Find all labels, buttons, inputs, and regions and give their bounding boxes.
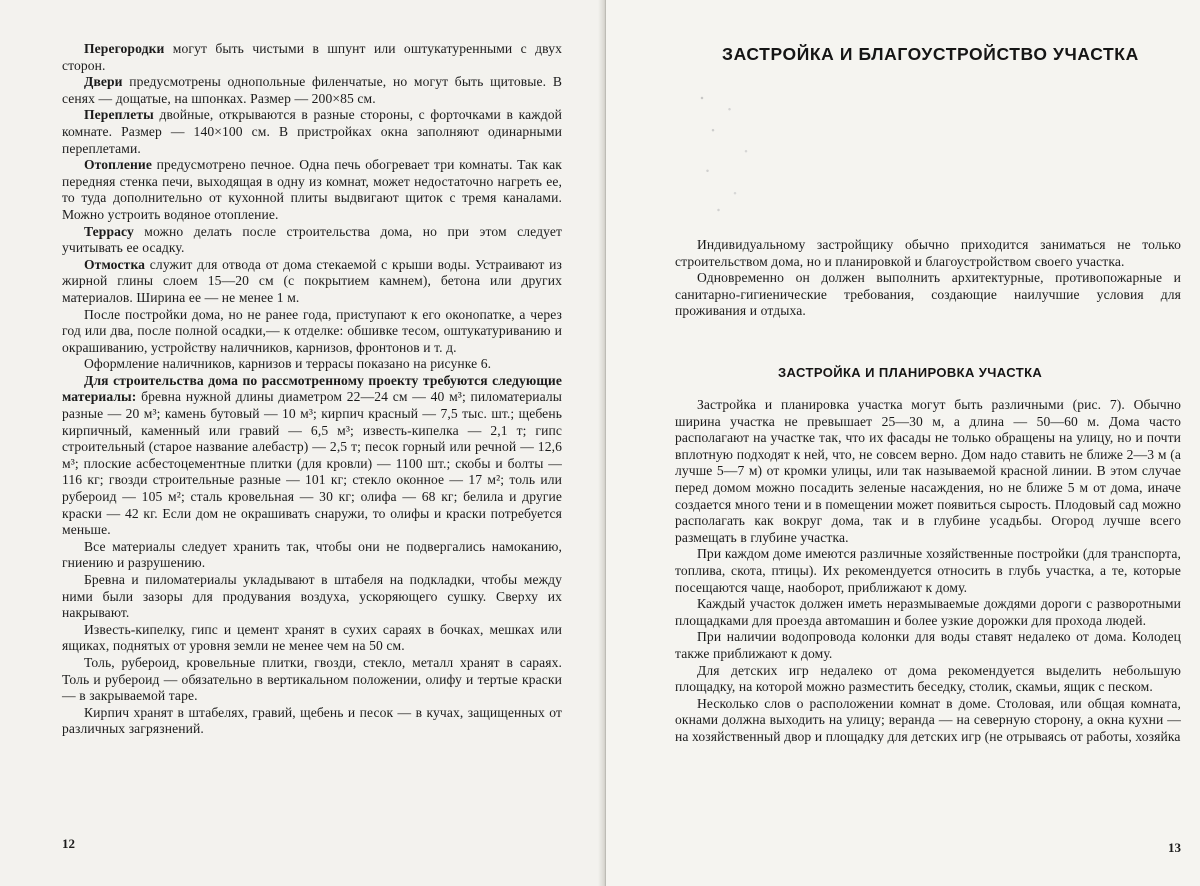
paragraph: Несколько слов о расположении комнат в доме. Столовая, или общая комната, окнами должна выходить на улицу; веранда — на северную сторону, а окна кухни — на хозяйственный двор и площадку для детских игр (не отрываясь от работы, хозяйка	[675, 695, 1181, 744]
paragraph: Индивидуальному застройщику обычно приходится заниматься не только строительством дома, но и планировкой и благоустройством своего участка.	[675, 237, 1181, 269]
paragraph-text: После постройки дома, но не ранее года, приступают к его оконопатке, а через год или два, после полной осадки,— к отделке: обшивке тесом, оштукатуриванию и окрашиванию, устройству наличников, карнизов, фронтонов и т. д.	[62, 306, 562, 355]
page-number-left: 12	[62, 836, 75, 851]
paragraph	[62, 572, 562, 622]
paragraph-text: можно делать после строительства дома, но при этом следует учитывать ее осадку.	[62, 223, 562, 256]
paragraph-text: служит для отвода от дома стекаемой с крыши воды. Устраивают из жирной глины слоем 15—20 см (с покрытием камнем), бетона или других материалов. Ширина ее — не менее 1 м.	[62, 256, 562, 305]
paragraph-text: Оформление наличников, карнизов и террасы показано на рисунке 6.	[84, 356, 492, 372]
paragraph-lead: Террасу	[84, 223, 134, 239]
paragraph-lead: Переплеты	[84, 107, 154, 123]
paragraph-lead: Отопление	[84, 157, 152, 173]
paragraph	[62, 705, 562, 738]
paragraph	[62, 41, 562, 74]
paragraph	[62, 157, 562, 223]
paragraph-text: Известь-кипелку, гипс и цемент хранят в сухих сараях в бочках, мешках или ящиках, поднятых от уровня земли не менее чем на 50 см.	[62, 621, 562, 654]
section-title: ЗАСТРОЙКА И ПЛАНИРОВКА УЧАСТКА	[778, 365, 1043, 380]
right-page-section-text	[675, 397, 1181, 745]
paragraph: Одновременно он должен выполнить архитектурные, противопожарные и санитарно-гигиенические требования, создающие наилучшие условия для проживания и отдыха.	[675, 270, 1181, 319]
paragraph-lead: Двери	[84, 74, 123, 90]
paragraph-text: могут быть чистыми в шпунт или оштукатуренными с двух сторон.	[62, 41, 562, 73]
paragraph-lead: Для строительства дома по рассмотренному проекту требуются следующие материалы:	[62, 372, 562, 405]
chapter-title: ЗАСТРОЙКА И БЛАГОУСТРОЙСТВО УЧАСТКА	[722, 44, 1139, 64]
paragraph: При наличии водопровода колонки для воды ставят недалеко от дома. Колодец также приближают к дому.	[675, 629, 1181, 661]
paragraph: Для детских игр недалеко от дома рекомендуется выделить небольшую площадку, на которой можно разместить беседку, столик, скамьи, ящик с песком.	[675, 662, 1181, 695]
paragraph	[62, 655, 562, 705]
paragraph	[62, 107, 562, 157]
paragraph-text: Толь, рубероид, кровельные плитки, гвозди, стекло, металл хранят в сараях. Толь и рубероид — обязательно в вертикальном положении, олифу и тертые краски — в закрываемой таре.	[62, 654, 562, 704]
left-page-text	[62, 41, 562, 738]
paragraph-lead: Отмостка	[84, 256, 146, 272]
paragraph-text: Кирпич хранят в штабелях, гравий, щебень и песок — в кучах, защищенных от различных загрязнений.	[62, 704, 562, 737]
print-specks	[680, 84, 790, 224]
paragraph	[62, 373, 562, 539]
paragraph-lead: Перегородки	[84, 41, 165, 56]
paragraph	[62, 539, 562, 572]
paragraph-text: Бревна и пиломатериалы укладывают в штабеля на подкладки, чтобы между ними были зазоры для продувания воздуха, ускоряющего сушку. Сверху их накрывают.	[62, 572, 562, 621]
right-page-intro	[675, 237, 1181, 320]
paragraph: При каждом доме имеются различные хозяйственные постройки (для транспорта, топлива, скота, птицы). Их рекомендуется относить в глубь участка, а те, которые посещаются чаще, наоборот, приближают к дому.	[675, 546, 1181, 595]
paragraph	[62, 356, 562, 373]
page-number-right: 13	[1168, 840, 1181, 855]
paragraph	[62, 307, 562, 357]
paragraph	[62, 257, 562, 307]
paragraph-text: двойные, открываются в разные стороны, с форточками в каждой комнате. Размер — 140×100 см. В пристройках окна заполняют одинарными переплетами.	[62, 107, 562, 156]
paragraph-text: Все материалы следует хранить так, чтобы они не подвергались намоканию, гниению и разрушению.	[62, 538, 562, 571]
paragraph	[62, 224, 562, 257]
paragraph: Каждый участок должен иметь неразмываемые дождями дороги с разворотными площадками для проезда автомашин и более узкие дорожки для прохода людей.	[675, 596, 1181, 628]
paragraph-text: предусмотрены однопольные филенчатые, но могут быть щитовые. В сенях — дощатые, на шпонках. Размер — 200×85 см.	[62, 74, 562, 106]
paragraph	[62, 74, 562, 107]
paragraph: Застройка и планировка участка могут быть различными (рис. 7). Обычно ширина участка не превышает 25—30 м, а длина — 50—60 м. Дома часто располагают на участке так, что их фасады не только обращены на улицу, но и почти вплотную подходят к ней, что, не совсем верно. Дом надо ставить не ближе 2—3 м (а лучше 5—7 м) от кромки улицы, или так называемой красной линии. В этом случае перед домом можно посадить зеленые насаждения, но не ближе 5 м от дома, иначе создается много тени и в помещении может появиться сырость. Плодовый сад можно располагать как вокруг дома, так и в глубине усадьбы. Огород лучше всего размещать в глубине участка.	[675, 397, 1181, 545]
paragraph-text: предусмотрено печное. Одна печь обогревает три комнаты. Так как передняя стенка печи, выходящая в одну из комнат, может недостаточно нагреть ее, то туда дополнительно от кухонной плиты выдвигают щиток с тремя каналами. Можно устроить водяное отопление.	[62, 157, 562, 222]
paragraph	[62, 622, 562, 655]
paragraph-text: бревна нужной длины диаметром 22—24 см — 40 м³; пиломатериалы разные — 20 м³; камень бутовый — 10 м³; кирпич красный — 7,5 тыс. шт.; щебень кирпичный, каменный или гравий — 6,5 м³; известь-кипелка — 2,1 т; гипс строительный (старое название алебастр) — 2,5 т; песок горный или речной — 12,6 м³; плоские асбестоцементные плитки (для кровли) — 1100 шт.; скобы и болты — 116 кг; гвозди строительные разные — 101 кг; стекло оконное — 17 м²; толь или рубероид — 105 м²; сталь кровельная — 30 кг; олифа — 68 кг; белила и другие краски — 42 кг. Если дом не окрашивать снаружи, то олифы и краски потребуется меньше.	[62, 389, 562, 538]
